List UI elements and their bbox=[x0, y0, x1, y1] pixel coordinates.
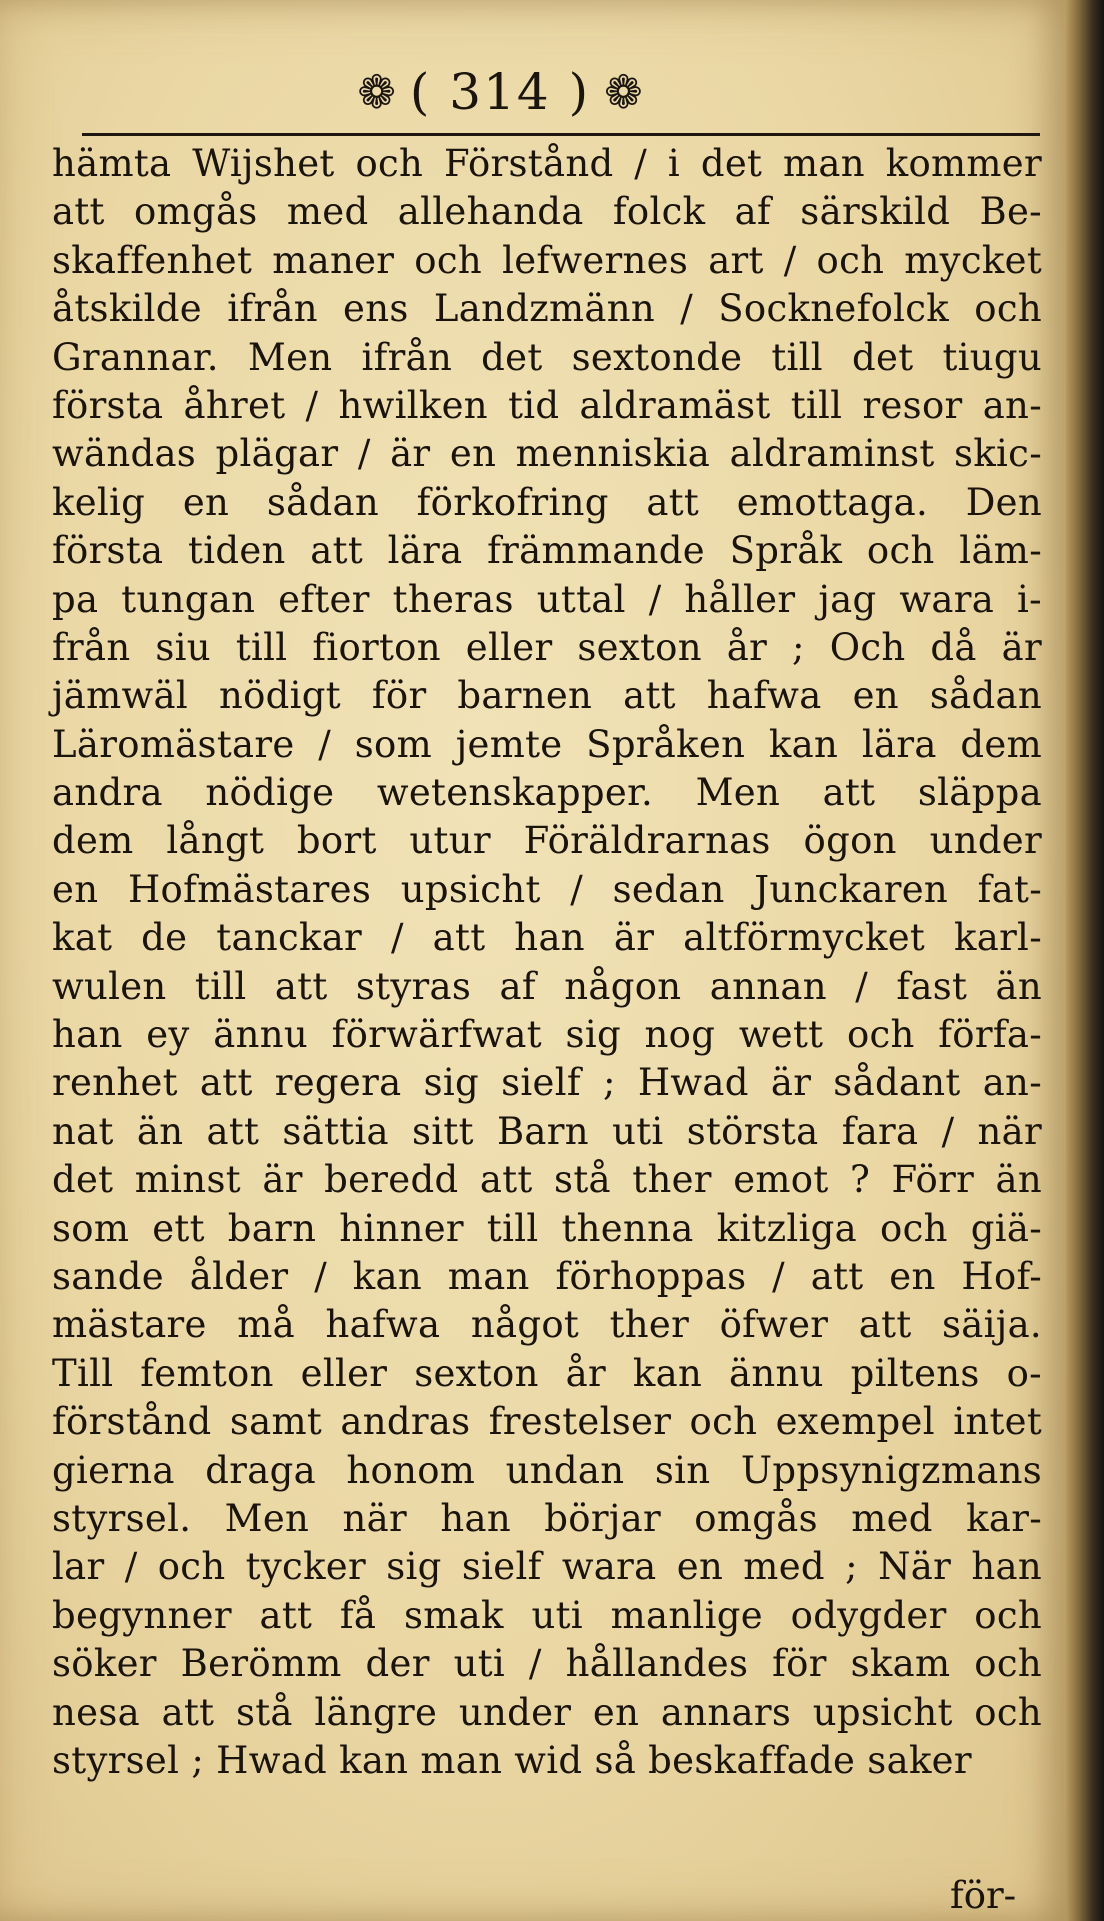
body-text bbox=[52, 140, 1042, 1785]
text-line: gierna draga honom undan sin Uppsynigzmans bbox=[52, 1448, 1042, 1492]
text-line: skaffenhet maner och lefwernes art / och mycket bbox=[52, 238, 1042, 282]
text-line: nesa att stå längre under en annars upsicht och bbox=[52, 1690, 1042, 1734]
text-line: första åhret / hwilken tid aldramäst till resor an- bbox=[52, 383, 1042, 427]
text-line: wulen till att styras af någon annan / fast än bbox=[52, 964, 1042, 1008]
text-line: som ett barn hinner till thenna kitzliga och giä- bbox=[52, 1206, 1042, 1250]
text-line: renhet att regera sig sielf ; Hwad är sådant an- bbox=[52, 1061, 1042, 1105]
text-line: nat än att sättia sitt Barn uti största fara / när bbox=[52, 1109, 1042, 1153]
catchword: för- bbox=[950, 1874, 1017, 1917]
page-edge bbox=[1066, 0, 1104, 1921]
header-rule bbox=[82, 133, 1040, 136]
text-line: kelig en sådan förkofring att emottaga. Den bbox=[52, 480, 1042, 524]
text-line: åtskilde ifrån ens Landzmänn / Socknefolck och bbox=[52, 287, 1042, 331]
text-line: Läromästare / som jemte Språken kan lära dem bbox=[52, 722, 1042, 766]
page-number: ( 314 ) bbox=[409, 63, 591, 121]
text-line: Till femton eller sexton år kan ännu piltens o- bbox=[52, 1351, 1042, 1395]
text-line: kat de tanckar / att han är altförmycket karl- bbox=[52, 916, 1042, 960]
text-line: en Hofmästares upsicht / sedan Junckaren fat- bbox=[52, 867, 1042, 911]
text-line: lar / och tycker sig sielf wara en med ; När han bbox=[52, 1545, 1042, 1589]
text-line: från siu till fiorton eller sexton år ; Och då är bbox=[52, 625, 1042, 669]
text-line: att omgås med allehanda folck af särskild Be- bbox=[52, 190, 1042, 234]
text-line: dem långt bort utur Föräldrarnas ögon under bbox=[52, 819, 1042, 863]
text-line: det minst är beredd att stå ther emot ? Förr än bbox=[52, 1158, 1042, 1202]
page-header bbox=[0, 52, 1000, 132]
text-line: han ey ännu förwärfwat sig nog wett och förfa- bbox=[52, 1013, 1042, 1057]
text-line: första tiden att lära främmande Språk och läm- bbox=[52, 529, 1042, 573]
text-line: Grannar. Men ifrån det sextonde till det tiugu bbox=[52, 335, 1042, 379]
text-line: pa tungan efter theras uttal / håller jag wara i- bbox=[52, 577, 1042, 621]
flower-ornament-icon: ❁ bbox=[357, 65, 396, 119]
flower-ornament-icon: ❁ bbox=[604, 65, 643, 119]
text-line: styrsel. Men när han börjar omgås med kar- bbox=[52, 1496, 1042, 1540]
text-line: förstånd samt andras frestelser och exempel intet bbox=[52, 1400, 1042, 1444]
text-line: mästare må hafwa något ther öfwer att säija. bbox=[52, 1303, 1042, 1347]
text-line: andra nödige wetenskapper. Men att släppa bbox=[52, 771, 1042, 815]
text-line: jämwäl nödigt för barnen att hafwa en sådan bbox=[52, 674, 1042, 718]
text-line: begynner att få smak uti manlige odygder och bbox=[52, 1593, 1042, 1637]
text-line: styrsel ; Hwad kan man wid så beskaffade saker bbox=[52, 1738, 972, 1782]
text-line: söker Berömm der uti / hållandes för skam och bbox=[52, 1642, 1042, 1686]
text-line: hämta Wijshet och Förstånd / i det man kommer bbox=[52, 142, 1042, 185]
text-line: wändas plägar / är en menniskia aldraminst skic- bbox=[52, 432, 1042, 476]
text-line: sande ålder / kan man förhoppas / att en Hof- bbox=[52, 1254, 1042, 1298]
